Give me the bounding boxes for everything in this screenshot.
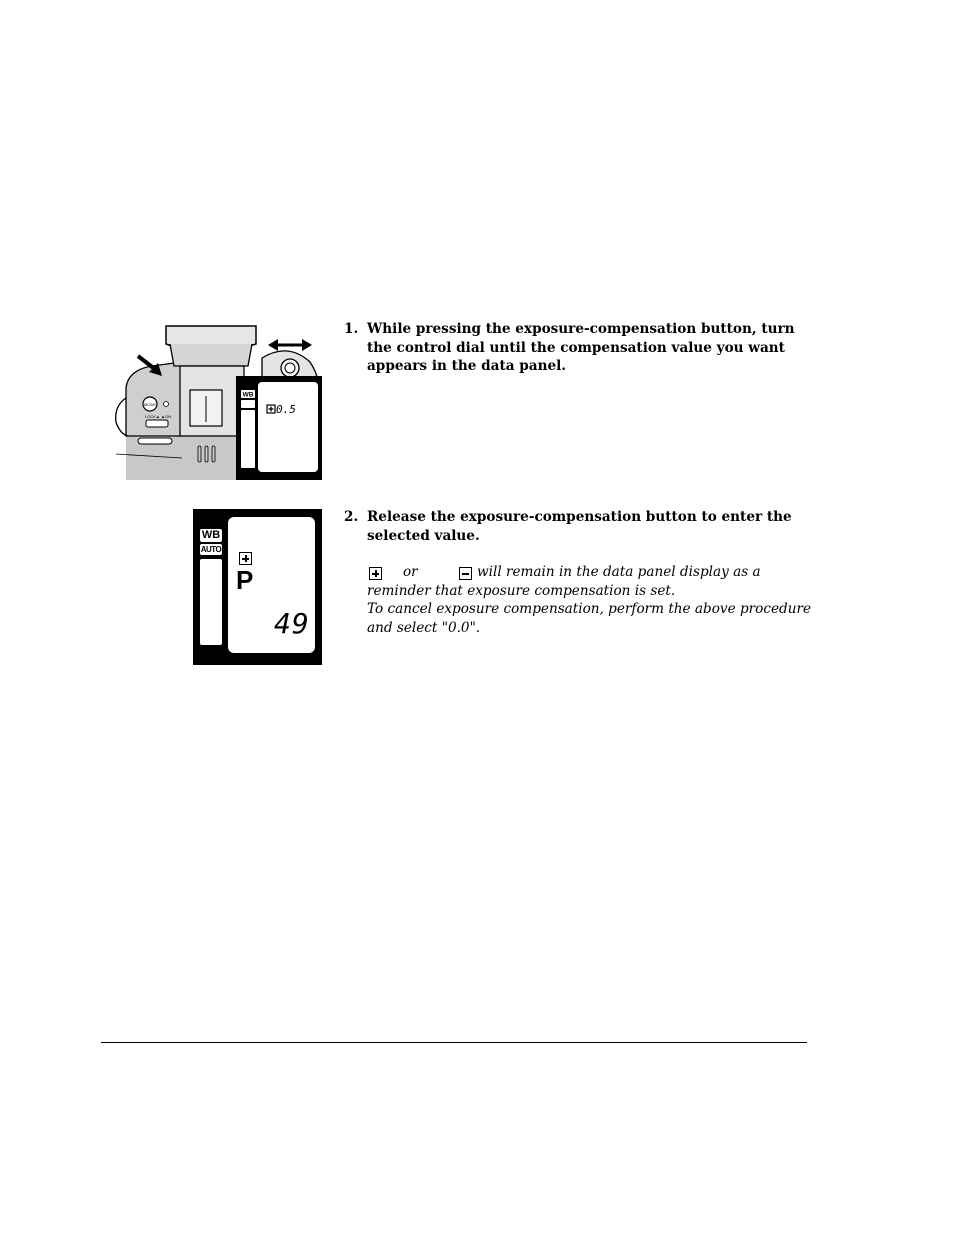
auto-label: AUTO xyxy=(200,545,222,554)
note-line-1-text: will remain in the data panel display as a xyxy=(477,564,761,580)
note-or: or xyxy=(403,564,418,580)
double-arrow-icon xyxy=(268,339,312,351)
plus-symbol-icon xyxy=(267,405,275,413)
step-2-number: 2. xyxy=(344,509,359,525)
side-strip xyxy=(200,559,222,645)
plus-symbol-icon xyxy=(239,552,252,565)
note-line-3: To cancel exposure compensation, perform the above procedure xyxy=(367,601,812,618)
data-panel-illustration xyxy=(193,509,322,665)
camera-illustration xyxy=(112,318,324,482)
mode-letter: P xyxy=(236,565,254,595)
wb-label: WB xyxy=(201,529,221,541)
compensation-value: 0.5 xyxy=(276,403,296,416)
frame-counter: 49 xyxy=(274,607,310,640)
footer-rule xyxy=(101,1042,807,1043)
step-2-text: Release the exposure-compensation button to enter the selected value. xyxy=(367,509,792,544)
plus-symbol-icon xyxy=(369,567,382,580)
note-line-4: and select "0.0". xyxy=(367,619,481,636)
wb-label: WB xyxy=(242,391,254,399)
note-line-1 xyxy=(367,563,807,582)
step-1 xyxy=(344,320,804,376)
step-1-number: 1. xyxy=(344,321,359,337)
compensation-note xyxy=(367,563,812,637)
lcd-screen xyxy=(228,517,315,653)
note-line-2: reminder that exposure compensation is set. xyxy=(367,582,676,599)
minus-symbol-icon xyxy=(459,567,472,580)
step-2 xyxy=(344,508,804,545)
step-1-text: While pressing the exposure-compensation button, turn the control dial until the compensation value you want appears in the data panel. xyxy=(367,321,795,375)
mode-button-label: MODE xyxy=(144,402,156,407)
camera-drawing xyxy=(112,318,324,482)
lock-switch-label: LOCK▲ ▲ON xyxy=(145,414,171,419)
